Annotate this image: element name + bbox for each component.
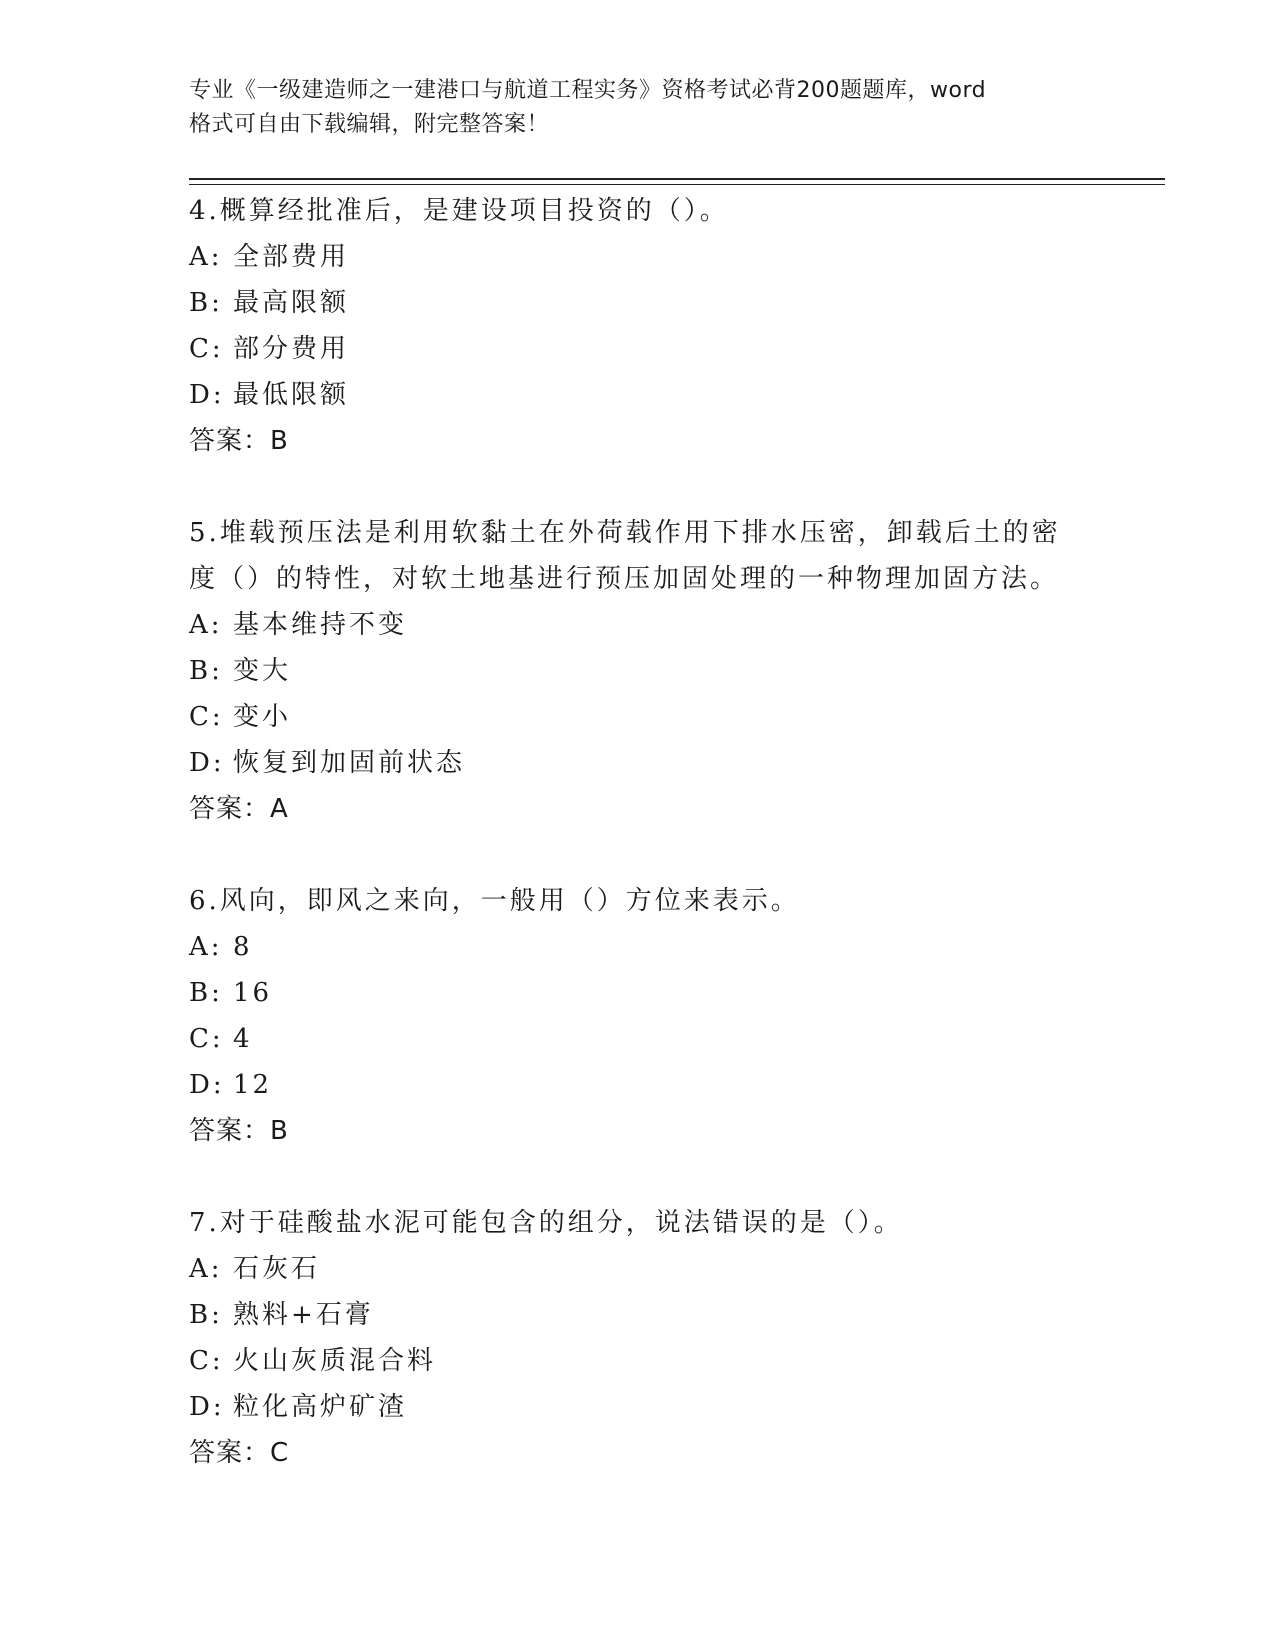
question-stem: 7.对于硅酸盐水泥可能包含的组分，说法错误的是（）。 [189,1208,903,1238]
option-letter: B: [189,288,223,318]
header-divider-thin [189,184,1165,185]
option-text: 4 [233,1024,253,1054]
question-block [189,878,1089,1154]
option-letter: D: [189,380,225,410]
option-text: 熟料+石膏 [233,1300,374,1330]
question-stem: 5.堆载预压法是利用软黏土在外荷载作用下排水压密，卸载后土的密 [189,518,1061,548]
question-block [189,510,1089,832]
option-text: 最低限额 [233,380,350,410]
header-line-1: 专业《一级建造师之一建港口与航道工程实务》资格考试必背200题题库，word [189,78,987,103]
option-a [189,234,1089,280]
option-c [189,1016,1089,1062]
header-line-2: 格式可自由下载编辑，附完整答案！ [189,112,550,137]
option-text: 变小 [233,702,292,732]
option-a [189,602,1089,648]
question-list [189,188,1089,1522]
question-block [189,188,1089,464]
option-text: 全部费用 [233,242,350,272]
option-letter: B: [189,656,223,686]
option-letter: C: [189,1024,224,1054]
option-text: 恢复到加固前状态 [233,748,466,778]
option-letter: C: [189,702,224,732]
option-text: 粒化高炉矿渣 [233,1392,408,1422]
option-d [189,372,1089,418]
option-b [189,280,1089,326]
option-letter: A: [189,1254,223,1284]
option-text: 最高限额 [233,288,350,318]
option-text: 石灰石 [233,1254,321,1284]
option-text: 12 [233,1070,273,1100]
option-d [189,1384,1089,1430]
option-letter: A: [189,610,223,640]
option-d [189,1062,1089,1108]
document-header [189,74,1069,142]
option-text: 部分费用 [233,334,350,364]
option-letter: B: [189,978,223,1008]
option-letter: A: [189,242,223,272]
question-block [189,1200,1089,1476]
option-letter: B: [189,1300,223,1330]
question-stem-continued: 度（）的特性，对软土地基进行预压加固处理的一种物理加固方法。 [189,564,1060,594]
header-divider-thick [189,178,1165,180]
option-text: 火山灰质混合料 [233,1346,437,1376]
option-c [189,1338,1089,1384]
option-c [189,326,1089,372]
option-letter: D: [189,748,225,778]
question-stem: 4.概算经批准后，是建设项目投资的（）。 [189,196,729,226]
option-a [189,924,1089,970]
answer-label: 答案：C [189,1438,290,1468]
question-stem: 6.风向，即风之来向，一般用（）方位来表示。 [189,886,800,916]
option-letter: C: [189,334,224,364]
option-b [189,1292,1089,1338]
option-text: 变大 [233,656,292,686]
option-text: 16 [233,978,273,1008]
option-b [189,970,1089,1016]
option-c [189,694,1089,740]
option-letter: C: [189,1346,224,1376]
option-text: 8 [233,932,253,962]
option-letter: D: [189,1070,225,1100]
option-d [189,740,1089,786]
option-b [189,648,1089,694]
answer-label: 答案：B [189,1116,289,1146]
option-text: 基本维持不变 [233,610,408,640]
option-letter: A: [189,932,223,962]
answer-label: 答案：B [189,426,289,456]
answer-label: 答案：A [189,794,289,824]
option-a [189,1246,1089,1292]
option-letter: D: [189,1392,225,1422]
